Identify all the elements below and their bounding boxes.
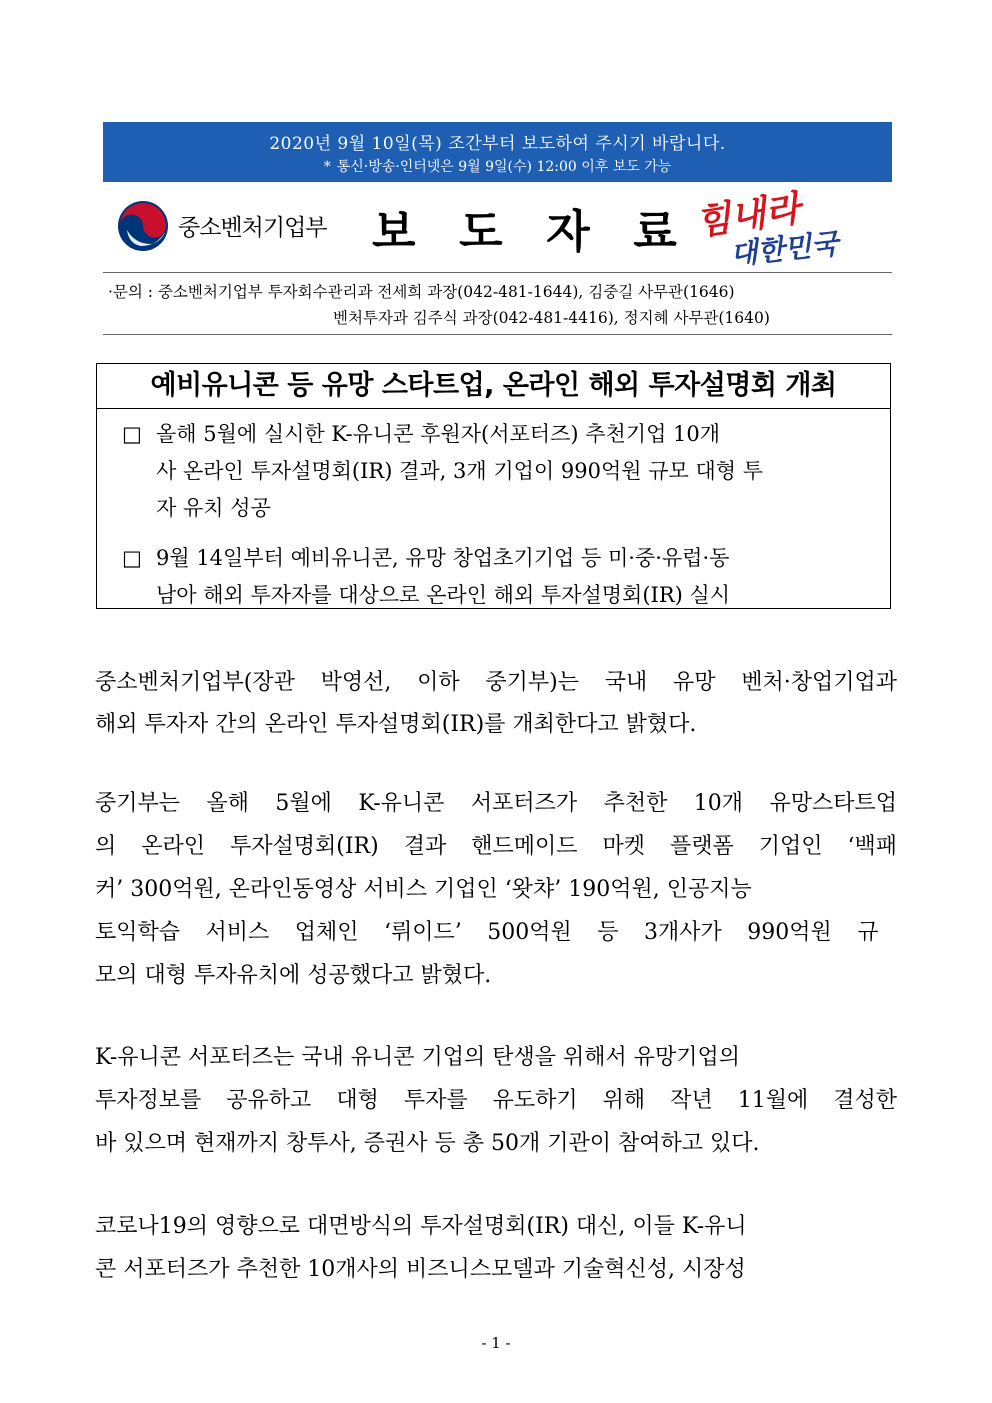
paragraph-line: 커’ 300억원, 온라인동영상 서비스 기업인 ‘왓챠’ 190억원, 인공지능 xyxy=(95,877,752,902)
paragraph-line: K-유니콘 서포터즈는 국내 유니콘 기업의 탄생을 위해서 유망기업의 xyxy=(95,1045,741,1070)
slogan-logo-icon xyxy=(690,188,850,278)
contact-line-1: ·문의 : 중소벤처기업부 투자회수관리과 전세희 과장(042-481-1644), 김중길 사무관(1646) xyxy=(108,283,735,301)
bullet-1-line-2: 사 온라인 투자설명회(IR) 결과, 3개 기업이 990억원 규모 대형 투 xyxy=(156,459,763,483)
bullet-1-line-3: 자 유치 성공 xyxy=(156,496,271,520)
bullet-2-line-2: 남아 해외 투자자를 대상으로 온라인 해외 투자설명회(IR) 실시 xyxy=(156,583,731,607)
taegeuk-logo-icon xyxy=(117,200,169,252)
ministry-name: 중소벤처기업부 xyxy=(178,215,327,241)
paragraph-line: 투자정보를 공유하고 대형 투자를 유도하기 위해 작년 11월에 결성한 xyxy=(95,1088,897,1113)
embargo-line-2 xyxy=(103,156,892,176)
contact-line-2: 벤처투자과 김주식 과장(042-481-4416), 정지혜 사무관(1640) xyxy=(333,309,770,327)
embargo-broadcast-note: 통신·방송·인터넷은 9월 9일(수) 12:00 이후 보도 가능 xyxy=(336,159,672,175)
paragraph-line: 모의 대형 투자유치에 성공했다고 밝혔다. xyxy=(95,963,492,988)
header-divider-bottom xyxy=(103,334,892,335)
headline: 예비유니콘 등 유망 스타트업, 온라인 해외 투자설명회 개최 xyxy=(97,364,890,409)
embargo-banner xyxy=(103,122,892,182)
document-type-title: 보 도 자 료 xyxy=(372,205,691,258)
bullet-1-line-1: 올해 5월에 실시한 K-유니콘 후원자(서포터즈) 추천기업 10개 xyxy=(156,422,721,446)
embargo-line-1: 2020년 9월 10일(목) 조간부터 보도하여 주시기 바랍니다. xyxy=(269,134,726,154)
checkbox-bullet-icon: □ xyxy=(122,422,142,446)
paragraph-line: 중소벤처기업부(장관 박영선, 이하 중기부)는 국내 유망 벤처·창업기업과 xyxy=(95,670,897,695)
paragraph-line: 해외 투자자 간의 온라인 투자설명회(IR)를 개최한다고 밝혔다. xyxy=(95,712,697,737)
header-divider-top xyxy=(103,272,892,273)
checkbox-bullet-icon: □ xyxy=(122,546,142,570)
paragraph-line: 토익학습 서비스 업체인 ‘뤼이드’ 500억원 등 3개사가 990억원 규 xyxy=(95,920,879,945)
bullet-2-line-1: 9월 14일부터 예비유니콘, 유망 창업초기기업 등 미·중·유럽·동 xyxy=(156,546,730,570)
page-number: - 1 - xyxy=(481,1334,511,1352)
paragraph-line: 콘 서포터즈가 추천한 10개사의 비즈니스모델과 기술혁신성, 시장성 xyxy=(95,1257,746,1282)
slogan-line-2: 대한민국 xyxy=(728,226,840,272)
paragraph-line: 코로나19의 영향으로 대면방식의 투자설명회(IR) 대신, 이들 K-유니 xyxy=(95,1214,747,1239)
slogan-line-1: 힘내라 xyxy=(693,188,803,244)
paragraph-line: 의 온라인 투자설명회(IR) 결과 핸드메이드 마켓 플랫폼 기업인 ‘백패 xyxy=(95,834,897,859)
embargo-asterisk: * xyxy=(323,159,331,175)
paragraph-line: 바 있으며 현재까지 창투사, 증권사 등 총 50개 기관이 참여하고 있다. xyxy=(95,1131,760,1156)
paragraph-line: 중기부는 올해 5월에 K-유니콘 서포터즈가 추천한 10개 유망스타트업 xyxy=(95,791,897,816)
